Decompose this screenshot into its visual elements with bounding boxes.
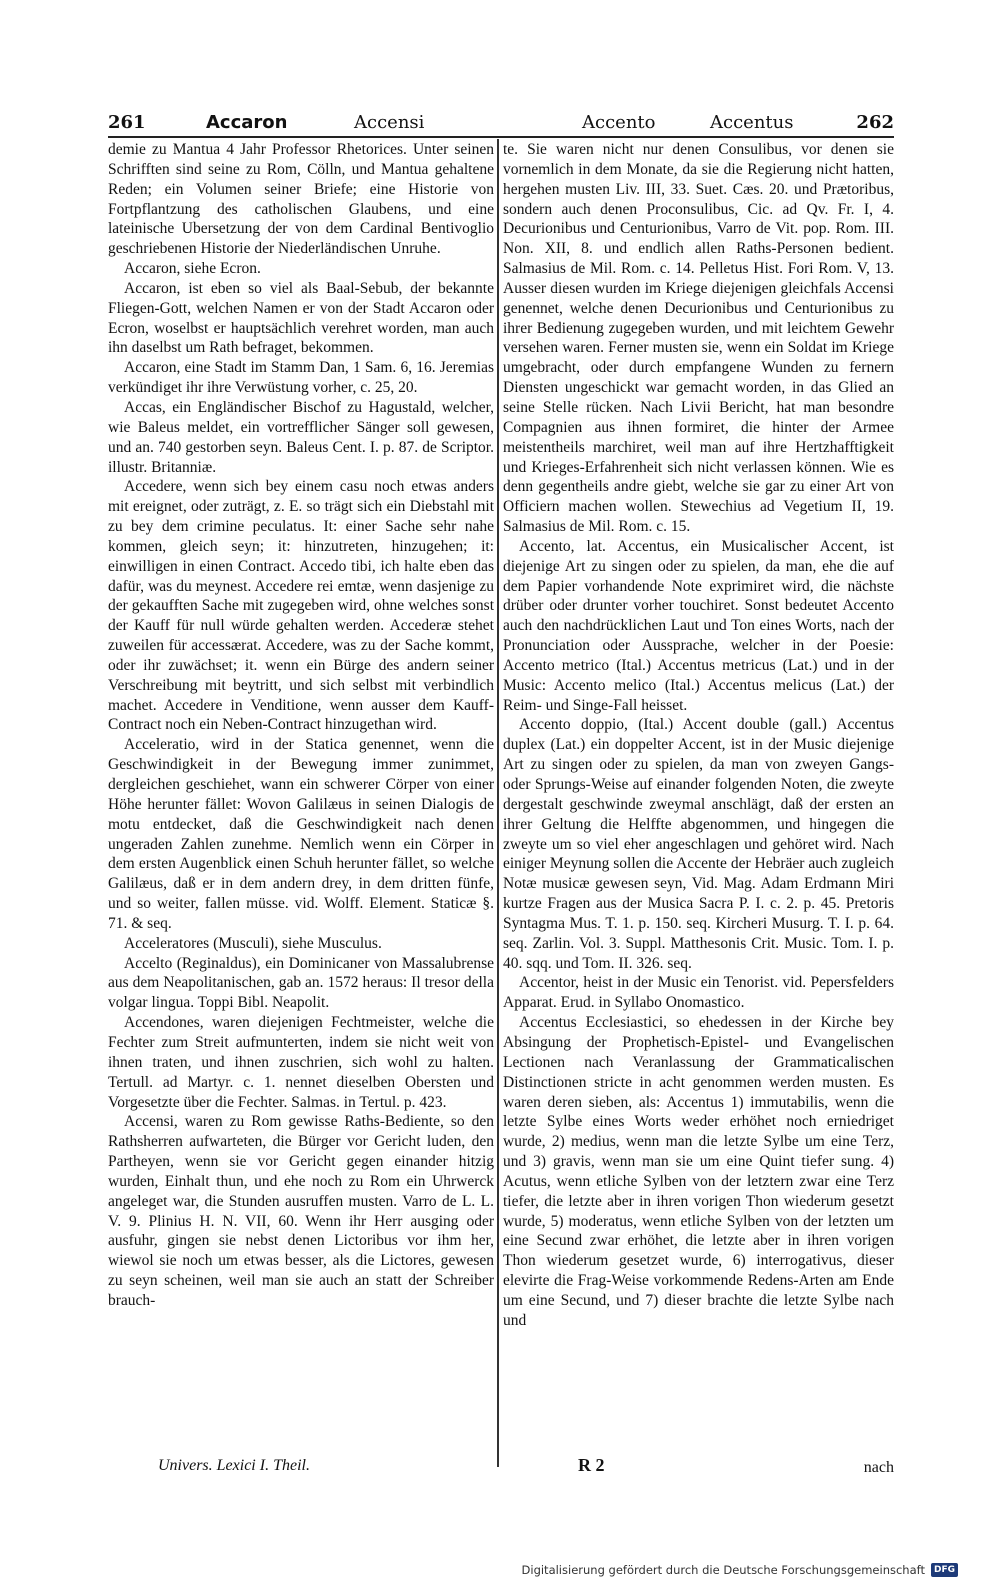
running-head-right-1: Accento [582, 112, 656, 133]
column-divider [497, 139, 499, 1467]
signature-mark: R 2 [578, 1455, 605, 1475]
right-column [503, 140, 894, 1450]
dictionary-entry: Accaron, siehe Ecron. [124, 260, 261, 278]
dictionary-entry: Accelto (Reginaldus), ein Dominicaner von Massalubrense aus dem Neapolitanischen, gab an. 1572 heraus: Il tresor della volgar lingua. Toppi Bibl. Neapolit. [108, 954, 494, 1012]
dictionary-entry: Acceleratio, wird in der Statica genennet, wenn die Geschwindigkeit in der Bewegung immer zunimmet, dergleichen geschiehet, wann ein schwerer Cörper von einer Höhe herunter fället: Wovon Galilæus in seinen Dialogis de motu entdecket, daß die Geschwindigkeit nach denen ungeraden Zahlen zunehme. Nemlich wenn ein Cörper in dem ersten Augenblick einen Schuh herunter fället, so welche Galilæus, daß er in dem andern drey, in dem dritten fünfe, und so weiter, fallen müsse. vid. Wolff. Element. Staticæ §. 71. & seq. [108, 736, 494, 932]
dictionary-entry: Accaron, eine Stadt im Stamm Dan, 1 Sam. 6, 16. Jeremias verkündiget ihr ihre Verwüstung vorher, c. 25, 20. [108, 359, 494, 397]
dictionary-entry: demie zu Mantua 4 Jahr Professor Rhetorices. Unter seinen Schrifften sind seine zu Rom, Cölln, und Mantua gehaltene Reden; ein Volumen seiner Briefe; eine Historie von Fortpflantzung des catholischen Glaubens, und eine lateinische Ubersetzung der von dem Cardinal Bentivoglio geschriebenen Historie der Niederländischen Unruhe. [108, 141, 494, 258]
credit-text: Digitalisierung gefördert durch die Deutsche Forschungsgemeinschaft [521, 1563, 925, 1577]
page-number-left: 261 [108, 112, 146, 133]
dictionary-entry: Acceleratores (Musculi), siehe Musculus. [124, 934, 382, 952]
signature-text: Univers. Lexici I. Theil. [158, 1457, 310, 1474]
dictionary-entry: Accento doppio, (Ital.) Accent double (gall.) Accentus duplex (Lat.) ein doppelter Accent, ist in der Music diejenige Art zu singen oder zu spielen, da man von zweyen Gangs- oder Sprungs-Weise auf einander folgenden Noten, die zweyte dergestalt geschwinde zweymal anschlägt, daß der ersten an ihrer Geltung die Helffte abgenommen, und hingegen die zweyte um so viel eher angeschlagen und gehöret wird. Nach einiger Meynung sollen die Accente der Hebräer auch zugleich Notæ musicæ gewesen seyn, Vid. Mag. Adam Erdmann Miri kurtze Fragen aus der Musica Sacra P. I. c. 2. p. 45. Pretoris Syntagma Mus. T. 1. p. 150. seq. Kircheri Musurg. T. I. p. 64. seq. Zarlin. Vol. 3. Suppl. Matthesonis Crit. Music. Tom. I. p. 40. sqq. und Tom. II. 326. seq. [503, 716, 894, 972]
running-head-right-2: Accentus [710, 112, 794, 133]
digitization-credit [522, 1562, 958, 1578]
dictionary-entry: Accentus Ecclesiastici, so ehedessen in der Kirche bey Absingung der Prophetisch-Epistel- und Evangelischen Lectionen nach Veranlassung der Grammaticalischen Distinctionen stricte in acht genommen werden musten. Es waren deren sieben, als: Accentus 1) immutabilis, wenn die letzte Sylbe eines Worts weder erhöhet noch erniedriget wurde, 2) medius, wenn man die letzte Sylbe um eine Terz, und 3) gravis, wenn man sie um eine Quint tiefer sung. 4) Acutus, wenn etliche Sylben von der letztern zwar eine Terz tiefer, die letzte aber in ihren vorigen Thon wiederum gesetzt wurde, 5) moderatus, wenn etliche Sylben von der letzten um eine Secund zwar erhöhet, die letzte aber in ihren vorigen Thon wiederum gesetzet wurde, 6) interrogativus, dieser elevirte die Frag-Weise vorkommende Redens-Arten am Ende um eine Secund, und 7) dieser brachte die letzte Sylbe nach und [503, 1014, 894, 1329]
dictionary-entry: Accentor, heist in der Music ein Tenorist. vid. Pepersfelders Apparat. Erud. in Syllabo Onomastico. [503, 974, 894, 1012]
page-number-right: 262 [856, 112, 894, 133]
page-footer [108, 1453, 894, 1481]
page-header [108, 106, 894, 136]
dictionary-entry: Accaron, ist eben so viel als Baal-Sebub, der bekannte Fliegen-Gott, welchen Namen er von der Stadt Accaron oder Ecron, woselbst er hauptsächlich verehret worden, man auch ihn daselbst um Rath befraget, bekommen. [108, 279, 494, 357]
running-head-left-2: Accensi [354, 112, 425, 133]
dictionary-entry: Accento, lat. Accentus, ein Musicalischer Accent, ist diejenige Art zu singen oder zu spielen, da man, ehe die auf dem Papier vorhandende Note exprimiret wird, die nächste drüber oder drunter vorher touchiret. Sonst bedeutet Accento auch den nachdrücklichen Laut und Ton eines Worts, nach der Pronunciation oder Aussprache, welcher in der Poesie: Accento metrico (Ital.) Accentus metricus (Lat.) und in der Music: Accento melico (Ital.) Accentus melicus (Lat.) der Reim- und Singe-Fall heisset. [503, 537, 894, 714]
header-rule [108, 136, 894, 138]
dictionary-entry: Accedere, wenn sich bey einem casu noch etwas anders mit ereignet, oder zuträgt, z. E. so trägt sich ein Diebstahl mit zu bey dem crimine peculatus. It: einer Sache sehr nahe kommen, gleich seyn; it: hinzutreten, hinzugehen; it: einwilligen in einen Contract. Accedo tibi, ich halte eben das dafür, was du meynest. Accedere rei emtæ, wenn dasjenige zu der gekaufften Sache mit zugegeben wird, ohne welches sonst der Kauff für null würde gehalten werden. Accederæ stehet zuweilen für accessærat. Accedere, was zu der Sache kommt, oder ihr zuwächset; it. wenn ein Bürge des andern seiner Verschreibung mit beytritt, und sich selbst mit verbindlich machet. Accedere in Venditione, wenn ausser dem Kauff-Contract noch ein Neben-Contract hinzugethan wird. [108, 478, 494, 734]
catchword: nach [863, 1459, 894, 1476]
dictionary-entry: Accendones, waren diejenigen Fechtmeister, welche die Fechter zum Streit aufmunterten, indem sie nicht weit von ihnen traten, und ihnen zuschrien, sich wohl zu halten. Tertull. ad Martyr. c. 1. nennet dieselben Obersten und Vorgesetzte über die Fechter. Salmas. in Tertul. p. 423. [108, 1014, 494, 1111]
dictionary-entry: Accas, ein Engländischer Bischof zu Hagustald, welcher, wie Baleus meldet, ein vortrefflicher Sänger soll gewesen, und an. 740 gestorben seyn. Baleus Cent. I. p. 87. de Scriptor. illustr. Britanniæ. [108, 398, 494, 476]
running-head-left-1: Accaron [206, 112, 288, 133]
left-column [108, 140, 494, 1450]
dictionary-entry: te. Sie waren nicht nur denen Consulibus, vor denen sie vornemlich in dem Monate, da sie die Regierung nicht hatten, hergehen musten Liv. III, 33. Suet. Cæs. 20. und Prætoribus, sondern auch denen Proconsulibus, Cic. ad Qv. Fr. I, 4. Decurionibus und Centurionibus, Varro de Vit. pop. Rom. III. Non. XII, 8. und endlich allen Raths-Personen bedient. Salmasius de Mil. Rom. c. 14. Pelletus Hist. Fori Rom. V, 13. Ausser diesen wurden im Kriege diejenigen gleichfals Accensi genennet, welche denen Decurionibus und Centurionibus zu ihrer Bedienung zugegeben wurden, und mit leichtem Gewehr versehen waren. Ferner musten sie, wenn ein Soldat im Kriege umgebracht, oder durch empfangene Wunden zu fernern Diensten ungeschickt war gemacht worden, in das Glied an seine Stelle rücken. Nach Livii Bericht, hat man besondre Compagnien aus ihnen formiret, die hinter der Armee meistentheils marchiret, weil man auf ihre Hertzhafftigkeit und Krieges-Erfahrenheit sich nicht verlassen können. Wie es denn gegentheils andre giebt, welche sie gar zu einer Art von Officiern machen wollen. Stewechius ad Vegetium II, 19. Salmasius de Mil. Rom. c. 15. [503, 141, 894, 536]
dictionary-entry: Accensi, waren zu Rom gewisse Raths-Bediente, so den Rathsherren aufwarteten, die Bürger vor Gericht luden, den Partheyen, wenn sie vor Gericht gegen einander hitzig wurden, Einhalt thun, und ehe noch zu Rom ein Uhrwerck angeleget war, die Stunden ausruffen musten. Varro de L. L. V. 9. Plinius H. N. VII, 60. Wenn ihr Herr ausging oder ausfuhr, gingen sie nebst denen Lictoribus vor ihm her, wiewol sie noch um etwas besser, als die Lictores, gewesen zu seyn scheinen, weil man sie auch an statt der Schreiber brauch- [108, 1113, 494, 1309]
dfg-logo-icon: DFG [931, 1563, 958, 1577]
